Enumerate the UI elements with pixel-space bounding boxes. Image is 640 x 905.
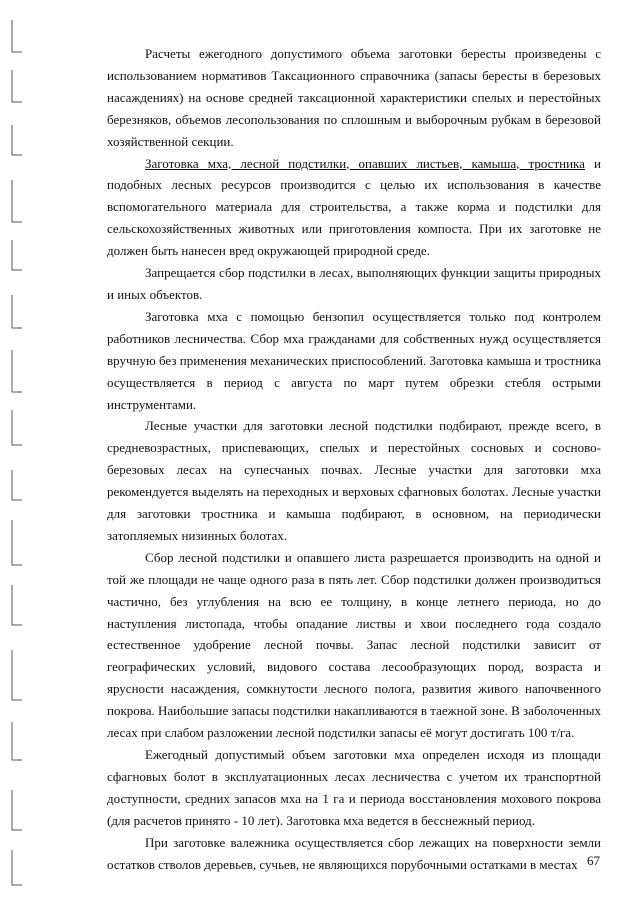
paragraph-5 bbox=[107, 415, 601, 546]
paragraph-6-text: Сбор лесной подстилки и опавшего листа разрешается производить на одной и той же площади не чаще одного раза в пять лет. Сбор подстилки должен производиться частично, без углубления на всю ее толщину, в конце летнего периода, но до наступления листопада, чтобы опадание листвы и хвои последнего года создало естественное удобрение лесной почвы. Запас лесной подстилки зависит от географических условий, видового состава лесообразующих пород, возраста и ярусности насаждения, сомкнутости лесного полога, развития живого напочвенного покрова. Наибольшие запасы подстилки накапливаются в таежной зоне. В заболоченных лесах при слабом разложении лесной подстилки запасы её могут достигать 100 т/га. bbox=[107, 549, 601, 741]
paragraph-2 bbox=[107, 153, 601, 263]
paragraph-2-lead: Заготовка мха, лесной подстилки, опавших листьев, камыша, тростника bbox=[145, 155, 585, 171]
paragraph-3 bbox=[107, 262, 601, 306]
paragraph-6 bbox=[107, 547, 601, 744]
paragraph-7 bbox=[107, 744, 601, 832]
paragraph-8 bbox=[107, 832, 601, 876]
paragraph-4-text: Заготовка мха с помощью бензопил осуществляется только под контролем работников лесничества. Сбор мха гражданами для собственных нужд осуществляется вручную без применения механических приспособлений. Заготовка камыша и тростника осуществляется в период с августа по март путем обрезки стебля острыми инструментами. bbox=[107, 308, 601, 412]
paragraph-2-text: и подобных лесных ресурсов производится с целью их использования в качестве вспомогательного материала для строительства, а также корма и подстилки для сельскохозяйственных животных или приготовления компоста. При их заготовке не должен быть нанесен вред окружающей природной среде. bbox=[107, 155, 601, 259]
paragraph-7-text: Ежегодный допустимый объем заготовки мха определен исходя из площади сфагновых болот в эксплуатационных лесах лесничества с учетом их транспортной доступности, средних запасов мха на 1 га и периода восстановления мохового покрова (для расчетов принято - 10 лет). Заготовка мха ведется в бесснежный период. bbox=[107, 747, 601, 828]
page-number: 67 bbox=[587, 853, 600, 868]
binding-margin-marks bbox=[0, 0, 40, 905]
paragraph-3-text: Запрещается сбор подстилки в лесах, выполняющих функции защиты природных и иных объектов. bbox=[107, 265, 601, 302]
paragraph-5-text: Лесные участки для заготовки лесной подстилки подбирают, прежде всего, в средневозрастных, приспевающих, спелых и перестойных сосновых и сосново-березовых лесах на супесчаных почвах. Лесные участки для заготовки мха рекомендуется выделять на переходных и верховых сфагновых болотах. Лесные участки для заготовки тростника и камыша подбирают, в основном, на периодически затопляемых низинных болотах. bbox=[107, 418, 601, 543]
body-text bbox=[107, 43, 601, 875]
paragraph-1 bbox=[107, 43, 601, 153]
paragraph-1-text: Расчеты ежегодного допустимого объема заготовки бересты произведены с использованием нормативов Таксационного справочника (запасы бересты в березовых насаждениях) на основе средней таксационной характеристики спелых и перестойных березняков, объемов лесопользования по сплошным и выборочным рубкам в березовой хозяйственной секции. bbox=[107, 46, 601, 149]
paragraph-4 bbox=[107, 306, 601, 416]
paragraph-8-text: При заготовке валежника осуществляется сбор лежащих на поверхности земли остатков стволов деревьев, сучьев, не являющихся порубочными остатками в местах bbox=[107, 834, 601, 872]
